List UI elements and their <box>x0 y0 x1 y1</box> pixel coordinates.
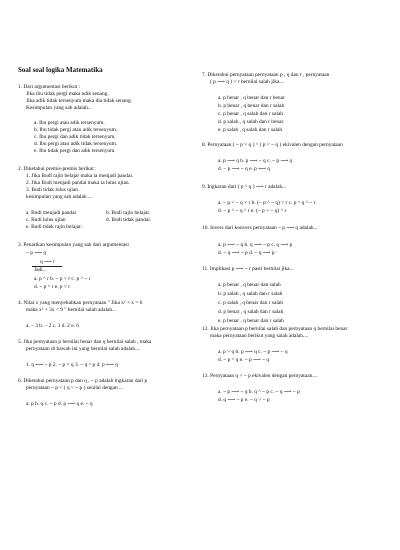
q13-stem: 13. Pernyataan q ˅ ~ p ekivalen dengan pernyataan.... <box>202 373 318 379</box>
q12-stem: 12. Jika pernyataan p bernilai salah dan pernyataan q bernilai benar <box>202 326 348 332</box>
q2-option: d. Budi tidak pandai. <box>106 217 152 223</box>
q13-options-row: a. ~ p ⟶ ~ q b. q ^ ~ p c. ~ q ⟶ ~ p <box>218 389 300 395</box>
q7-option: d. p salah , q salah dan r benar <box>218 119 284 125</box>
q1-stem-line: Jika adik tidak tersenyum maka dia tidak senang. <box>26 98 132 104</box>
q10-options-row: d. ~ q ⟶ ~ p d. ~ q ⟶ p <box>218 250 275 256</box>
q12-stem: maka pernyataan berikut yang salah adalah.... <box>210 333 309 339</box>
q5-stem: 5. Jika pernyataan p bernilai benar dan q bernilai salah , maka <box>18 339 152 345</box>
q2-stem-line: 1. Jika Budi rajin belajar maka ia menjadi pandai. <box>26 173 134 179</box>
q2-stem-line: 2. Diketahui premis-premis berikut : <box>18 166 97 172</box>
q1-option: c. Ibu pergi dan adik tidak tersenyum. <box>34 134 116 140</box>
q11-option: e. p benar , q benar dan r salah <box>218 318 284 324</box>
q3-options-row: a. p ^ r b. ~ p ˅ r c. p ^ ~ r <box>34 276 91 282</box>
q1-option: e. Ibu tidak pergi dan adik tersenyum. <box>34 148 116 154</box>
q2-option: c. Budi lulus ujian <box>26 217 66 223</box>
q8-options-row: d. ~ p ⟶ ~ q e. p ⟷ q <box>218 166 270 172</box>
q12-options-row: d. ~ p ^ q e. ~ p ⟶ ~ q <box>218 357 270 363</box>
q10-options-row: a. p ⟶ ~ q b. q ⟶ ~ p c. q ⟶ p <box>218 242 293 248</box>
q1-stem-line: 1. Dari argumentasi berikut : <box>18 84 81 90</box>
q1-stem-line: Kesimpulan yang sah adalah... <box>26 105 92 111</box>
q10-stem: 10. Invers dari konvers pernyataan ~ p ⟶ q adalah... <box>202 225 318 231</box>
q1-option: d. Ibu pergi atau adik tidak tersenyum. <box>34 141 118 147</box>
q8-options-row: a. p ⟶ q b. p ⟶ ~ q c. ~ p ⟶ q <box>218 158 293 164</box>
q2-stem-line: kesimpulan yang sah adalah ... <box>26 194 93 200</box>
q1-stem-line: Jika ibu tidak pergi maka adik senang. <box>26 91 109 97</box>
q4-stem: maka x² + 3x < 9 " bernilai salah adalah... <box>26 307 117 313</box>
q6-options: a. p b. q c. ~ p d. p ⟶ q e. ~ q <box>26 401 93 407</box>
q11-option: a. p benar , q benar dan salah <box>218 282 281 288</box>
q2-option: b. Budi rajin belajar. <box>106 210 151 216</box>
q11-option: d. p benar , q salah dan r salah <box>218 309 284 315</box>
q11-option: c. p salah , q benar dan r salah <box>218 300 283 306</box>
q11-option: b. p salah , q salah dan r salah <box>218 291 283 297</box>
q8-stem: 8. Pernyataan ( ~ p ˅ q ) ^ ( p ˅ ~ q ) ekivalen dengan pernyataan <box>202 142 343 148</box>
q2-stem-line: 3. Budi tidak lulus ujian . <box>26 187 81 193</box>
q7-option: b. p benar , q benar dan r salah <box>218 103 285 109</box>
q2-option: a. Budi menjadi pandai <box>26 210 77 216</box>
q9-options-row: a. ~ p ˅ ~ q ˅ r b. (~ p ^ ~ q) ˅ r c. p ^ q ^ ~ r <box>218 200 316 206</box>
q6-stem: 6. Diketahui pernyataan p dan q , ~ p adalah ingkaran dari p <box>18 378 148 384</box>
q1-option: b. Ibu tidak pergi atau adik tersenyum. <box>34 127 118 133</box>
q5-stem: pernyataan di bawah ini yang bernilai salah adalah.... <box>26 346 141 352</box>
q7-option: e. p salah , q salah dan r salah <box>218 127 283 133</box>
q5-options: 1. q ⟷ ~ p 2. ~ p ˅ q 3. ~ q ^ p 4. p ⟷ q <box>26 362 118 368</box>
q4-stem: 4. Nilai x yang menyebabkan pernyataan " Jika x² + x = 6 <box>18 300 143 306</box>
q11-stem: 11. Implikasi p ⟶ ~ r pasti bernilai jika... <box>202 266 294 272</box>
q7-option: c. p benar , q salah dan r salah <box>218 111 283 117</box>
document-title: Soal soal logika Matematika <box>18 66 103 74</box>
q2-option: e. Budi tidak rajin belajar. <box>26 224 82 230</box>
q3-options-row: d. ~ p ^ r e. p ˅ r <box>34 284 71 290</box>
q2-stem-line: 2. Jika Budi menjadi pandai maka ia lulus ujian. <box>26 180 130 186</box>
q3-conclusion: Jadi... <box>34 267 47 273</box>
q7-stem: ( p ⟶ q ) ˅ r bernilai salah jika.... <box>210 79 285 85</box>
q6-stem: pernyataan ~ p ˅ ( q ˅ ~ p ) senilai dengan ... <box>26 385 124 391</box>
q4-options: a. – 3 b. – 2 c. 1 d. 2 e. 6 <box>26 323 79 329</box>
q7-stem: 7. Diketahui pernyataan pernyataan p , q dan r , pernyataan <box>202 72 330 78</box>
q9-stem: 9. Ingkaran dari ( p ^ q ) ⟶ r adalah... <box>202 184 287 190</box>
q3-stem: 3. Penarikan kesimpulan yang sah dari argumentasi <box>18 242 129 248</box>
q12-options-row: a. p ˅ q b. p ⟶ q c. ~ p ⟶ ~ q <box>218 349 288 355</box>
q1-option: a. Ibu pergi atau adik tersenyum. <box>34 120 105 126</box>
q13-options-row: d. q ⟶ ~ p e. ~ q ˅ ~ p <box>218 397 270 403</box>
q9-options-row: d. ~ p ^ ~ q ^ r e. (~ p ˅ ~ q) ^ r <box>218 208 287 214</box>
q3-premise-2: q ⟶ r <box>40 259 55 265</box>
q7-option: a. p benar , q benar dan r benar <box>218 95 285 101</box>
q3-premise-1: ~ p ⟶ q <box>26 250 47 256</box>
